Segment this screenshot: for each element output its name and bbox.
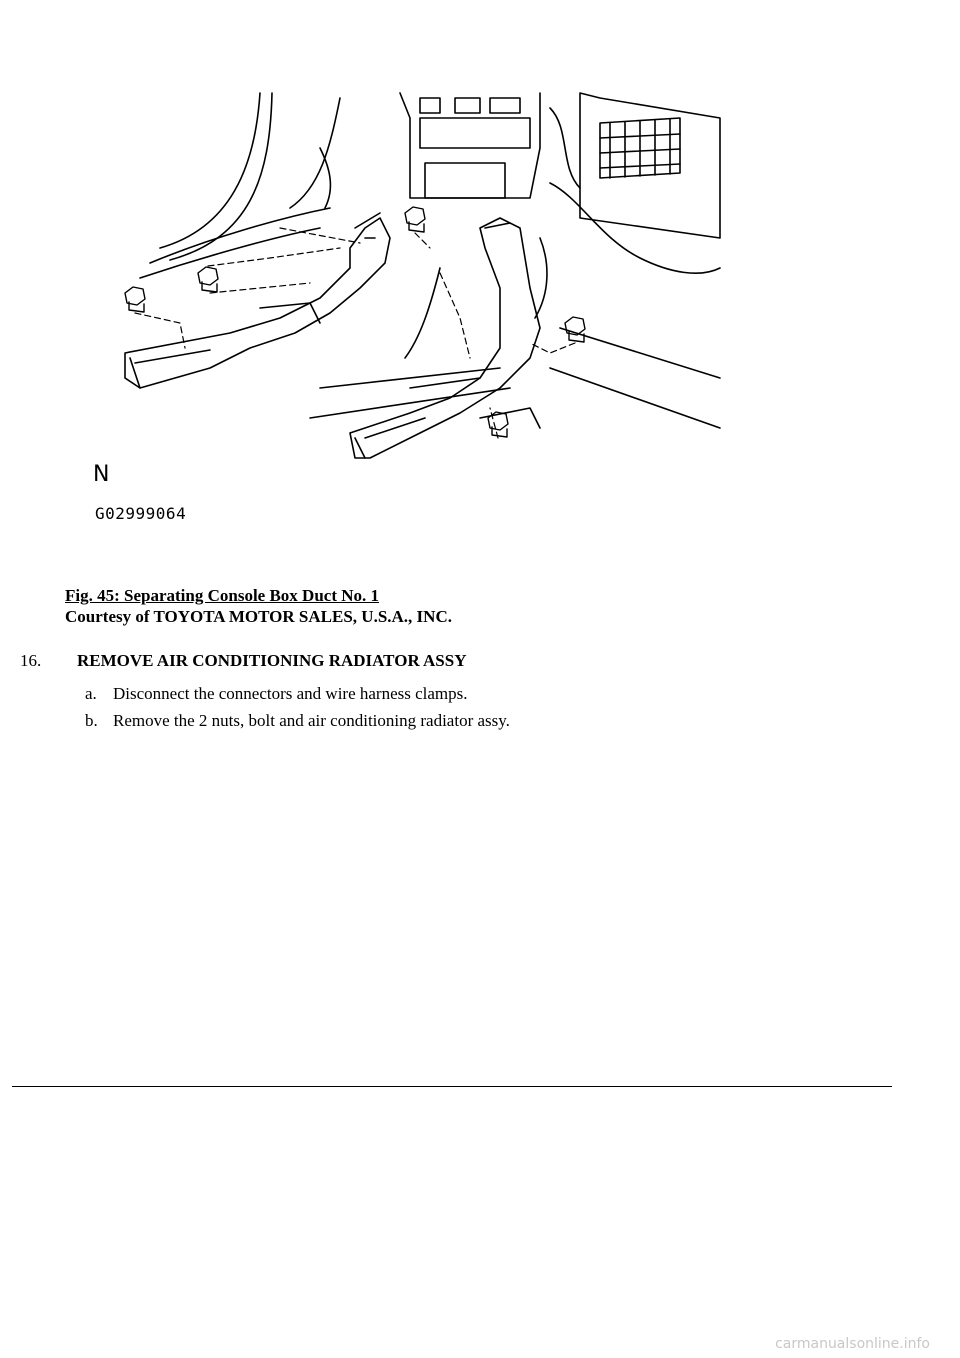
substep-text: Disconnect the connectors and wire harness clamps. (113, 684, 468, 703)
technical-illustration (80, 88, 730, 538)
orientation-letter: N (93, 462, 110, 487)
page-divider (12, 1086, 892, 1087)
substep-letter: a. (85, 684, 97, 703)
figure-caption-link[interactable]: Fig. 45: Separating Console Box Duct No. 1 (65, 586, 380, 605)
step-title: REMOVE AIR CONDITIONING RADIATOR ASSY (77, 651, 467, 670)
step-number: 16. (20, 651, 42, 670)
watermark: carmanualsonline.info (775, 1336, 930, 1352)
courtesy-line: Courtesy of TOYOTA MOTOR SALES, U.S.A., INC. (65, 607, 452, 626)
substep-text: Remove the 2 nuts, bolt and air conditioning radiator assy. (113, 711, 510, 730)
figure-code: G02999064 (95, 504, 187, 523)
substep-letter: b. (85, 711, 98, 730)
